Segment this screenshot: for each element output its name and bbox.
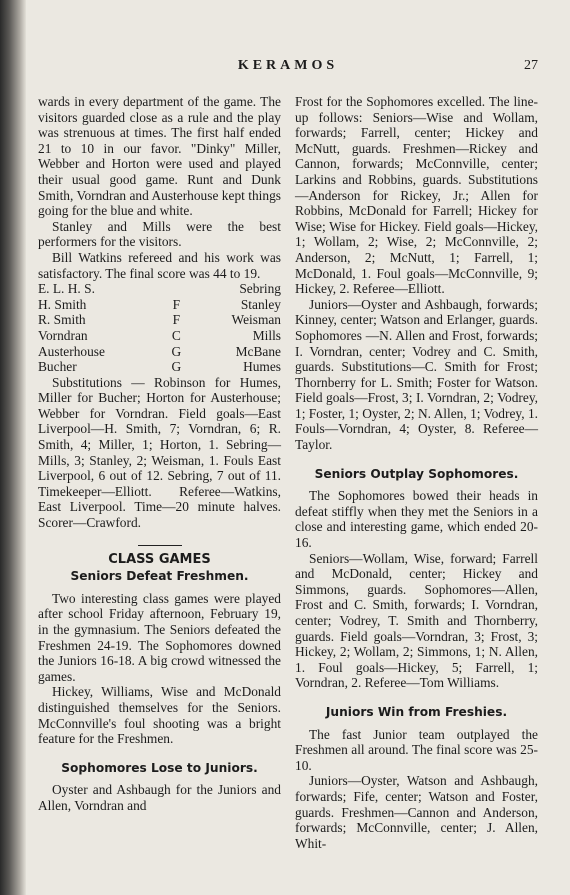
lineup-away-player: Stanley [240, 296, 281, 312]
article-heading: Seniors Defeat Freshmen. [70, 569, 249, 584]
lineup-position: F [172, 312, 181, 328]
table-row [38, 312, 281, 328]
article-heading: Juniors Win from Freshies. [325, 704, 508, 719]
lineup-position: G [171, 359, 182, 375]
lineup-position: F [172, 296, 181, 312]
lineup-away-player: McBane [235, 343, 281, 359]
section-divider [138, 545, 182, 546]
lineup-position: C [171, 327, 181, 343]
lineup-home-team: E. L. H. S. [38, 281, 95, 297]
lineup-header-row [38, 281, 281, 297]
lineup-home-player: R. Smith [38, 312, 86, 328]
paragraph: Substitutions — Robinson for Humes, Miller for Bucher; Horton for Austerhouse; Webber for Vorndran. Field goals—East Liverpool—H. Smith, 7; Vorndran, 6; R. Smith, 4; Miller, 1; Horton, 1. Sebring—Mills, 3; Stanley, 2; Weisman, 1. Fouls East Liverpool, 6 out of 12. Sebring, 7 out of 11. Timekeeper—Elliott. Referee—Watkins, East Liverpool. Time—20 minute halves. Scorer—Crawford. [38, 374, 281, 531]
lineup-away-player: Humes [243, 359, 281, 375]
paragraph: The Sophomores bowed their heads in defeat stiffly when they met the Seniors in a close and interesting game, which ended 20-16. [295, 488, 538, 551]
paragraph: Juniors—Oyster, Watson and Ashbaugh, forwards; Fife, center; Watson and Foster, guards. Freshmen—Cannon and Anderson, forwards; McConnville, center; J. Allen, Whit- [295, 773, 538, 851]
lineup-home-player: Vorndran [38, 327, 88, 343]
paragraph: The fast Junior team outplayed the Freshmen all around. The final score was 25-10. [295, 726, 538, 773]
paragraph: Juniors—Oyster and Ashbaugh, forwards; Kinney, center; Watson and Erlanger, guards. Sophomores —N. Allen and Frost, forwards; I. Vorndran, center; Vodrey and C. Smith, guards. Substitutions—C. Smith for Frost; Thornberry for L. Smith; Foster for Watson. Field goals—Frost, 3; I. Vorndran, 2; Vodrey, 1; Foster, 1; Oyster, 2; N. Allen, 1; Vodrey, 1. Fouls—Vorndran, 4; Oyster, 8. Referee—Taylor. [295, 296, 538, 453]
table-row [38, 328, 281, 344]
paragraph: Oyster and Ashbaugh for the Juniors and Allen, Vorndran and [38, 782, 281, 813]
table-row [38, 344, 281, 360]
right-column [295, 94, 538, 851]
section-heading: CLASS GAMES [108, 551, 211, 567]
paragraph: Frost for the Sophomores excelled. The line-up follows: Seniors—Wise and Wollam, forwards; Farrell, center; Hickey and McNutt, guards. Freshmen—Rickey and Cannon, forwards; McConnville, center; Larkins and Robbins, guards. Substitutions —Anderson for Rickey, Jr.; Allen for Robbins, McDonald for Farrell; Hickey for Wise; Wise for Hickey. Field goals—Hickey, 1; Wollam, 2; Wise, 2; McConnville, 2; Anderson, 2; McNutt, 1; Farrell, 1; McDonald, 1. Foul goals—McConnville, 9; Hickey, 2. Referee—Elliott. [295, 94, 538, 297]
paragraph: Bill Watkins refereed and his work was satisfactory. The final score was 44 to 19. [38, 249, 281, 281]
paragraph: Two interesting class games were played after school Friday afternoon, February 19, in the gymnasium. The Seniors defeated the Freshmen 24-19. The Sophomores downed the Juniors 16-18. A big crowd witnessed the games. [38, 590, 281, 684]
lineup-home-player: H. Smith [38, 296, 87, 312]
paragraph: Hickey, Williams, Wise and McDonald distinguished themselves for the Seniors. McConnville's foul shooting was a bright feature for the Freshmen. [38, 684, 281, 747]
table-row [38, 297, 281, 313]
lineup-table [38, 281, 281, 375]
lineup-home-player: Austerhouse [38, 343, 105, 359]
left-column [38, 94, 281, 851]
paragraph: Stanley and Mills were the best performers for the visitors. [38, 218, 281, 250]
lineup-position: G [171, 343, 182, 359]
lineup-away-player: Mills [252, 327, 281, 343]
page-header [38, 52, 538, 72]
article-heading: Seniors Outplay Sophomores. [314, 466, 519, 481]
page [38, 52, 538, 851]
table-row [38, 359, 281, 375]
lineup-away-team: Sebring [239, 281, 281, 297]
article-heading: Sophomores Lose to Juniors. [61, 760, 258, 775]
lineup-home-player: Bucher [38, 359, 77, 375]
lineup-away-player: Weisman [231, 312, 281, 328]
columns [38, 94, 538, 851]
paragraph: Seniors—Wollam, Wise, forward; Farrell and McDonald, center; Hickey and Simmons, guards. Sophomores—Allen, Frost and C. Smith, forwards; I. Vorndran, center; Vodrey, T. Smith and Thornberry, guards. Field goals—Vorndran, 3; Frost, 3; Hickey, 2; Wollam, 2; Simmons, 1; N. Allen, 1. Foul goals—Hickey, 5; Farrell, 1; Vorndran, 2. Referee—Tom Williams. [295, 550, 538, 691]
book-gutter [0, 0, 26, 895]
page-number: 27 [524, 58, 538, 73]
page-title: KERAMOS [237, 58, 339, 73]
paragraph: wards in every department of the game. The visitors guarded close as a rule and the play was strenuous at times. The first half ended 21 to 10 in our favor. "Dinky" Miller, Webber and Horton were used and played their usual good game. Runt and Dunk Smith, Vorndran and Austerhouse kept things going for the blue and white. [38, 94, 281, 219]
